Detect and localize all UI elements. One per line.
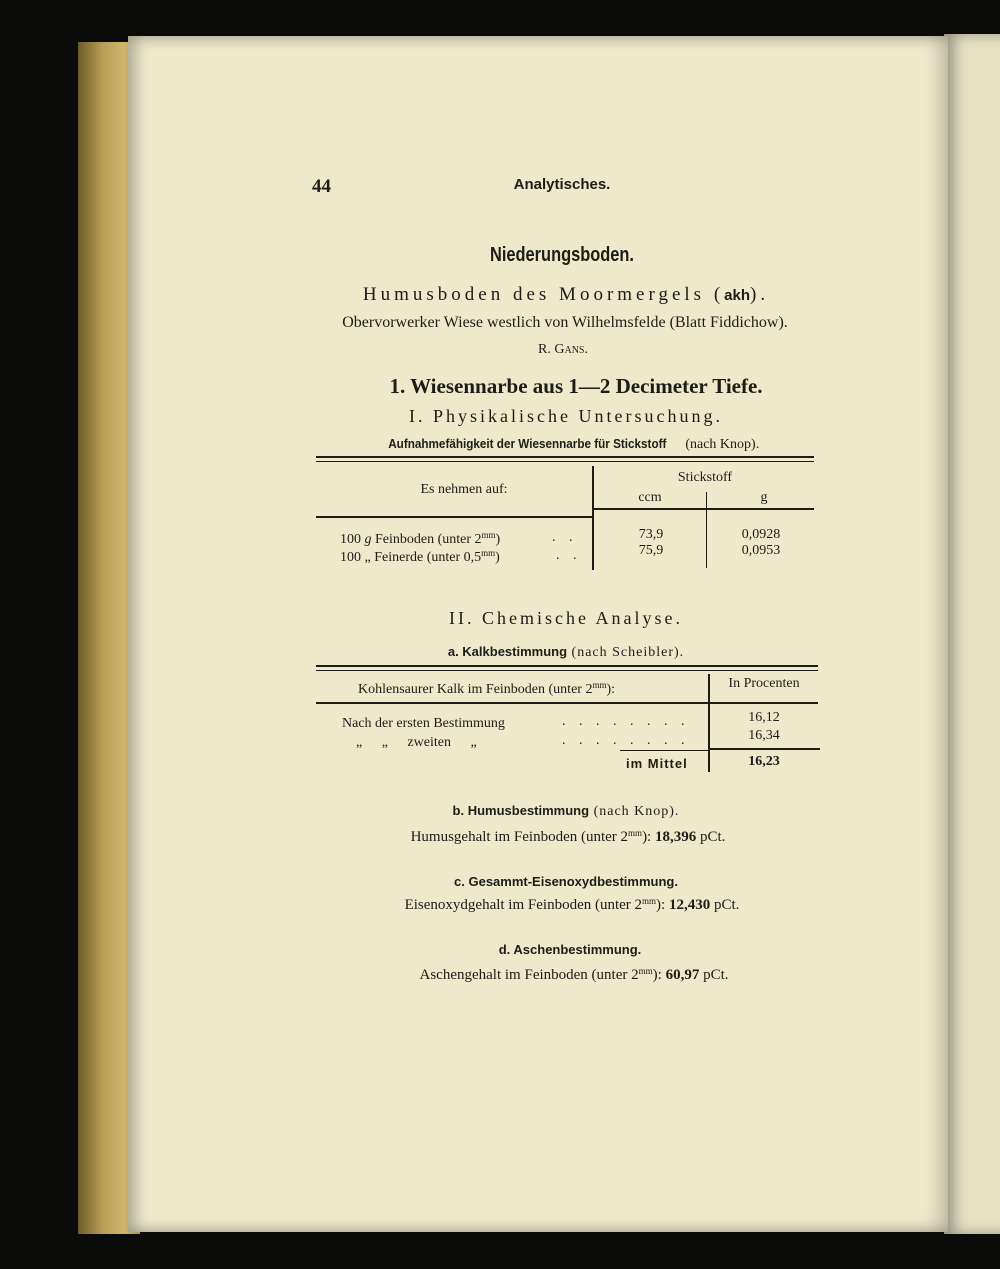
section-title: Niederungsboden. <box>490 244 634 266</box>
humus-unit: pCt. <box>696 829 726 845</box>
kalk-header-right: In Procenten <box>728 676 800 691</box>
row-leader-dots: . . . . . . . . <box>562 733 690 748</box>
kalk-heading-bold: a. Kalkbestimmung <box>447 644 568 659</box>
asche-unit: pCt. <box>699 967 729 983</box>
table-rule-header <box>316 702 818 704</box>
humus-value: 18,396 <box>654 829 697 845</box>
table-rule-top-2 <box>316 670 818 671</box>
mean-rule-right <box>708 748 820 750</box>
row-value-ccm: 73,9 <box>638 527 664 542</box>
row-leader-dots: . . <box>552 530 578 545</box>
eisen-text: Eisenoxydgehalt im Feinboden (unter $2^{mm}$): 12,430 pCt. <box>404 896 740 913</box>
row-value-g: 0,0953 <box>741 543 781 558</box>
facing-page-edge <box>944 34 1000 1234</box>
table-caption <box>373 436 759 453</box>
table-divider <box>592 466 594 570</box>
humus-heading <box>453 803 680 820</box>
kalk-row-value: 16,34 <box>748 728 780 743</box>
asche-value: 60,97 <box>665 967 700 983</box>
table-divider <box>708 674 710 772</box>
mean-value: 16,23 <box>748 754 780 769</box>
kalk-heading <box>448 644 684 661</box>
kalk-row-label: Nach der ersten Bestimmung <box>342 716 505 731</box>
row-value-g: 0,0928 <box>741 527 781 542</box>
humus-heading-rest: (nach Knop). <box>589 804 680 819</box>
kalk-heading-rest: (nach Scheibler). <box>567 645 685 660</box>
row-value-ccm: 75,9 <box>638 543 664 558</box>
soil-type-line <box>363 284 769 306</box>
running-head: Analytisches. <box>513 176 611 193</box>
table-rule-top <box>316 665 818 667</box>
row-leader-dots: . . <box>556 548 582 563</box>
row-label: 100 „ Feinerde (unter $0,5^{mm}$) <box>340 548 500 565</box>
table-caption-bold: Aufnahmefähigkeit der Wiesennarbe für Stickstoff <box>388 436 667 451</box>
eisen-heading: c. Gesammt-Eisenoxydbestimmung. <box>454 874 678 889</box>
table-rule-header-left <box>316 516 592 518</box>
soil-type-text: Humusboden des Moormergels ( <box>362 284 725 305</box>
eisen-value: 12,430 <box>668 897 711 913</box>
book-page <box>128 36 948 1232</box>
table-caption-rest: (nach Knop). <box>681 437 760 452</box>
page-number: 44 <box>312 176 331 197</box>
header-ccm: ccm <box>638 490 662 505</box>
table-divider-2 <box>706 492 707 568</box>
subsection-title: 1. Wiesennarbe aus 1—2 Decimeter Tiefe. <box>389 374 763 398</box>
mean-label: im Mittel <box>626 756 688 771</box>
mean-rule-left <box>620 750 708 751</box>
eisen-unit: pCt. <box>710 897 740 913</box>
kalk-row-label: „ „ zweiten „ <box>356 735 477 750</box>
author-line: R. Gans. <box>538 342 588 357</box>
soil-type-close: ). <box>750 284 770 305</box>
row-leader-dots: . . . . . . . . <box>562 714 690 729</box>
asche-heading: d. Aschenbestimmung. <box>498 942 642 957</box>
header-g: g <box>760 490 768 505</box>
asche-text: Aschengehalt im Feinboden (unter $2^{mm}$): 60,97 pCt. <box>419 966 729 983</box>
header-stickstoff: Stickstoff <box>677 470 733 485</box>
header-es-nehmen: Es nehmen auf: <box>420 482 508 497</box>
kalk-row-value: 16,12 <box>748 710 780 725</box>
row-label: 100 g Feinboden (unter $2^{mm}$) <box>340 530 501 547</box>
soil-code: akh <box>724 287 751 304</box>
chemical-heading: II. Chemische Analyse. <box>449 608 683 628</box>
table-rule-top <box>316 456 814 458</box>
kalk-header-left: Kohlensaurer Kalk im Feinboden (unter $2^{mm}$): <box>358 680 616 697</box>
humus-text: Humusgehalt im Feinboden (unter $2^{mm}$): 18,396 pCt. <box>410 828 726 845</box>
location-line: Obervorwerker Wiese westlich von Wilhelmsfelde (Blatt Fiddichow). <box>342 314 788 331</box>
humus-heading-bold: b. Humusbestimmung <box>452 803 590 818</box>
physical-heading: I. Physikalische Untersuchung. <box>409 406 723 426</box>
table-rule-top-2 <box>316 461 814 462</box>
table-rule-header-right <box>593 508 814 510</box>
